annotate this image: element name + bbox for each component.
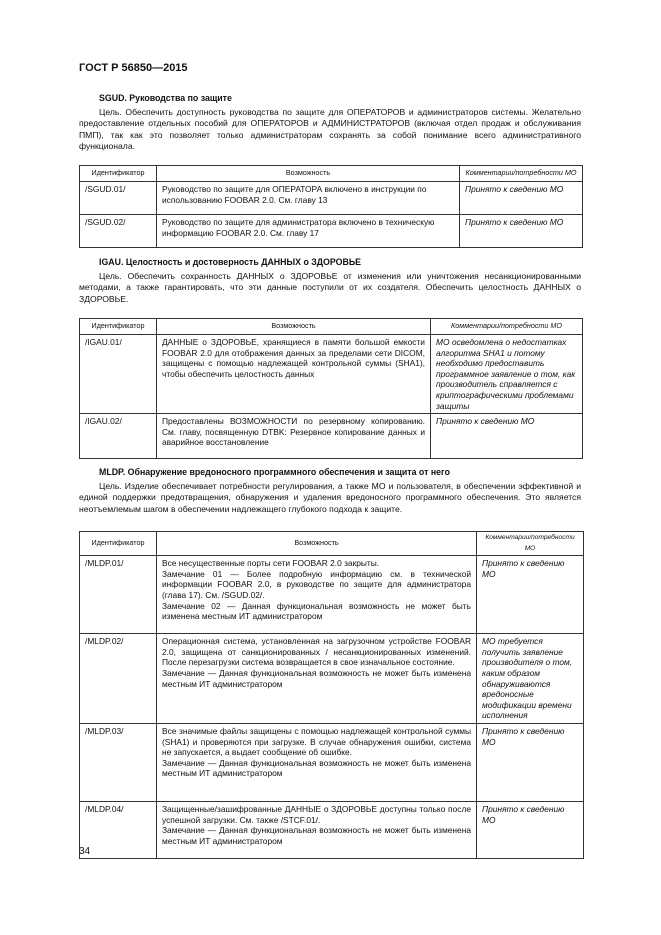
table-row <box>80 215 583 248</box>
cell-comment: Принято к сведению МО <box>477 556 584 634</box>
section-text: Цель. Обеспечить доступность руководства по защите для ОПЕРАТОРОВ и администраторов системы. Желательно предоставление отдельных пособий для ОПЕРАТОРОВ и АДМИНИСТРАТОРОВ (включая отдел продаж и обслуживания ПМП), так как это позволяет только администраторам сохранять за собой понимание всего административного функционала. <box>79 106 581 151</box>
section-text: Цель. Изделие обеспечивает потребности регулирования, а также МО и пользователя, в обеспечении эффективной и единой поддержки предотвращения, обнаружения и удаления вредоносного программного обеспечения. Это является неотъемлемым шагом в обеспечении надлежащего глубокого подхода к защите. <box>79 480 581 514</box>
section-title: IGAU. Целостность и достоверность ДАННЫХ о ЗДОРОВЬЕ <box>99 257 362 267</box>
cell-comment: МО осведомлена о недостатках алгоритма SHA1 и потому необходимо предоставить программное заявление о том, как производитель справляется с криптографическими проблемами защиты <box>431 335 583 414</box>
column-header: Возможность <box>157 166 460 182</box>
table-header-row <box>80 166 583 182</box>
cell-id: /IGAU.02/ <box>80 414 157 459</box>
table-header-row <box>80 319 583 335</box>
igau-table <box>79 318 583 459</box>
cell-comment: Принято к сведению МО <box>431 414 583 459</box>
cell-comment: Принято к сведению МО <box>477 801 584 858</box>
cell-comment: Принято к сведению МО <box>460 215 583 248</box>
column-header: Комментарии/потребности МО <box>431 319 583 335</box>
column-header: Комментарии/потребности МО <box>460 166 583 182</box>
cell-capability: Все несущественные порты сети FOOBAR 2.0 закрыты. Замечание 01 — Более подробную информацию см. в технической информации FOOBAR 2.0, в руководстве по защите для администратора (глава 17). См. /SGUD.02/. Замечание 02 — Данная функциональная возможность не может быть изменена местным ИТ администратором <box>157 556 477 634</box>
cell-capability: Руководство по защите для администратора включено в техническую информацию FOOBAR 2.0. См. главу 17 <box>157 215 460 248</box>
section-text: Цель. Обеспечить сохранность ДАННЫХ о ЗДОРОВЬЕ от изменения или уничтожения несанкционированными методами, а также гарантировать, что эти данные поступили от их создателя. Обеспечить целостность ДАННЫХ о ЗДОРОВЬЕ. <box>79 270 581 304</box>
cell-comment: МО требуется получить заявление производителя о том, каким образом обнаруживаются вредоносные модификации времени исполнения <box>477 634 584 724</box>
column-header: Идентификатор <box>80 319 157 335</box>
table-row <box>80 556 584 634</box>
table-row <box>80 801 584 858</box>
column-header: Идентификатор <box>80 166 157 182</box>
table-row <box>80 335 583 414</box>
cell-capability: Предоставлены ВОЗМОЖНОСТИ по резервному копированию. См. главу, посвященную DTBK: Резервное копирование данных и аварийное восстановление <box>157 414 431 459</box>
cell-capability: Руководство по защите для ОПЕРАТОРА включено в инструкции по использованию FOOBAR 2.0. См. главу 13 <box>157 182 460 215</box>
table-row <box>80 634 584 724</box>
cell-id: /MLDP.01/ <box>80 556 157 634</box>
table-row <box>80 414 583 459</box>
cell-id: /MLDP.02/ <box>80 634 157 724</box>
mldp-table <box>79 531 584 859</box>
column-header: Возможность <box>157 319 431 335</box>
document-header: ГОСТ Р 56850—2015 <box>79 62 188 74</box>
section-title: SGUD. Руководства по защите <box>99 93 232 103</box>
cell-capability: Защищенные/зашифрованные ДАННЫЕ о ЗДОРОВЬЕ доступны только после успешной загрузки. См. также /STCF.01/. Замечание — Данная функциональная возможность не может быть изменена местным ИТ администратором <box>157 801 477 858</box>
section-mldp <box>79 467 581 515</box>
column-header: Идентификатор <box>80 532 157 556</box>
cell-comment: Принято к сведению МО <box>477 723 584 801</box>
column-header: Возможность <box>157 532 477 556</box>
cell-capability: ДАННЫЕ о ЗДОРОВЬЕ, хранящиеся в памяти большой емкости FOOBAR 2.0 для отображения данных за пределами сети DICOM, защищены с помощью надлежащей контрольной суммы (SHA1), чтобы обеспечить целостность данных <box>157 335 431 414</box>
cell-capability: Все значимые файлы защищены с помощью надлежащей контрольной суммы (SHA1) и проверяются при загрузке. В случае обнаружения ошибки, система не запускается, а выдает сообщение об ошибке. Замечание — Данная функциональная возможность не может быть изменена местным ИТ администратором <box>157 723 477 801</box>
sgud-table <box>79 165 583 248</box>
cell-id: /SGUD.02/ <box>80 215 157 248</box>
section-title: MLDP. Обнаружение вредоносного программного обеспечения и защита от него <box>99 467 450 477</box>
table-row <box>80 182 583 215</box>
cell-capability: Операционная система, установленная на загрузочном устройстве FOOBAR 2.0, защищена от санкционированных / несанкционированных изменений. После перезагрузки система возвращается в свое изначальное состояние. Замечание — Данная функциональная возможность не может быть изменена местным ИТ администратором <box>157 634 477 724</box>
column-header: Комментарии/потребности МО <box>477 532 584 556</box>
cell-id: /IGAU.01/ <box>80 335 157 414</box>
table-header-row <box>80 532 584 556</box>
section-igau <box>79 257 581 305</box>
section-sgud <box>79 93 581 153</box>
cell-comment: Принято к сведению МО <box>460 182 583 215</box>
cell-id: /MLDP.03/ <box>80 723 157 801</box>
page-number: 34 <box>79 846 91 857</box>
table-row <box>80 723 584 801</box>
cell-id: /SGUD.01/ <box>80 182 157 215</box>
cell-id: /MLDP.04/ <box>80 801 157 858</box>
